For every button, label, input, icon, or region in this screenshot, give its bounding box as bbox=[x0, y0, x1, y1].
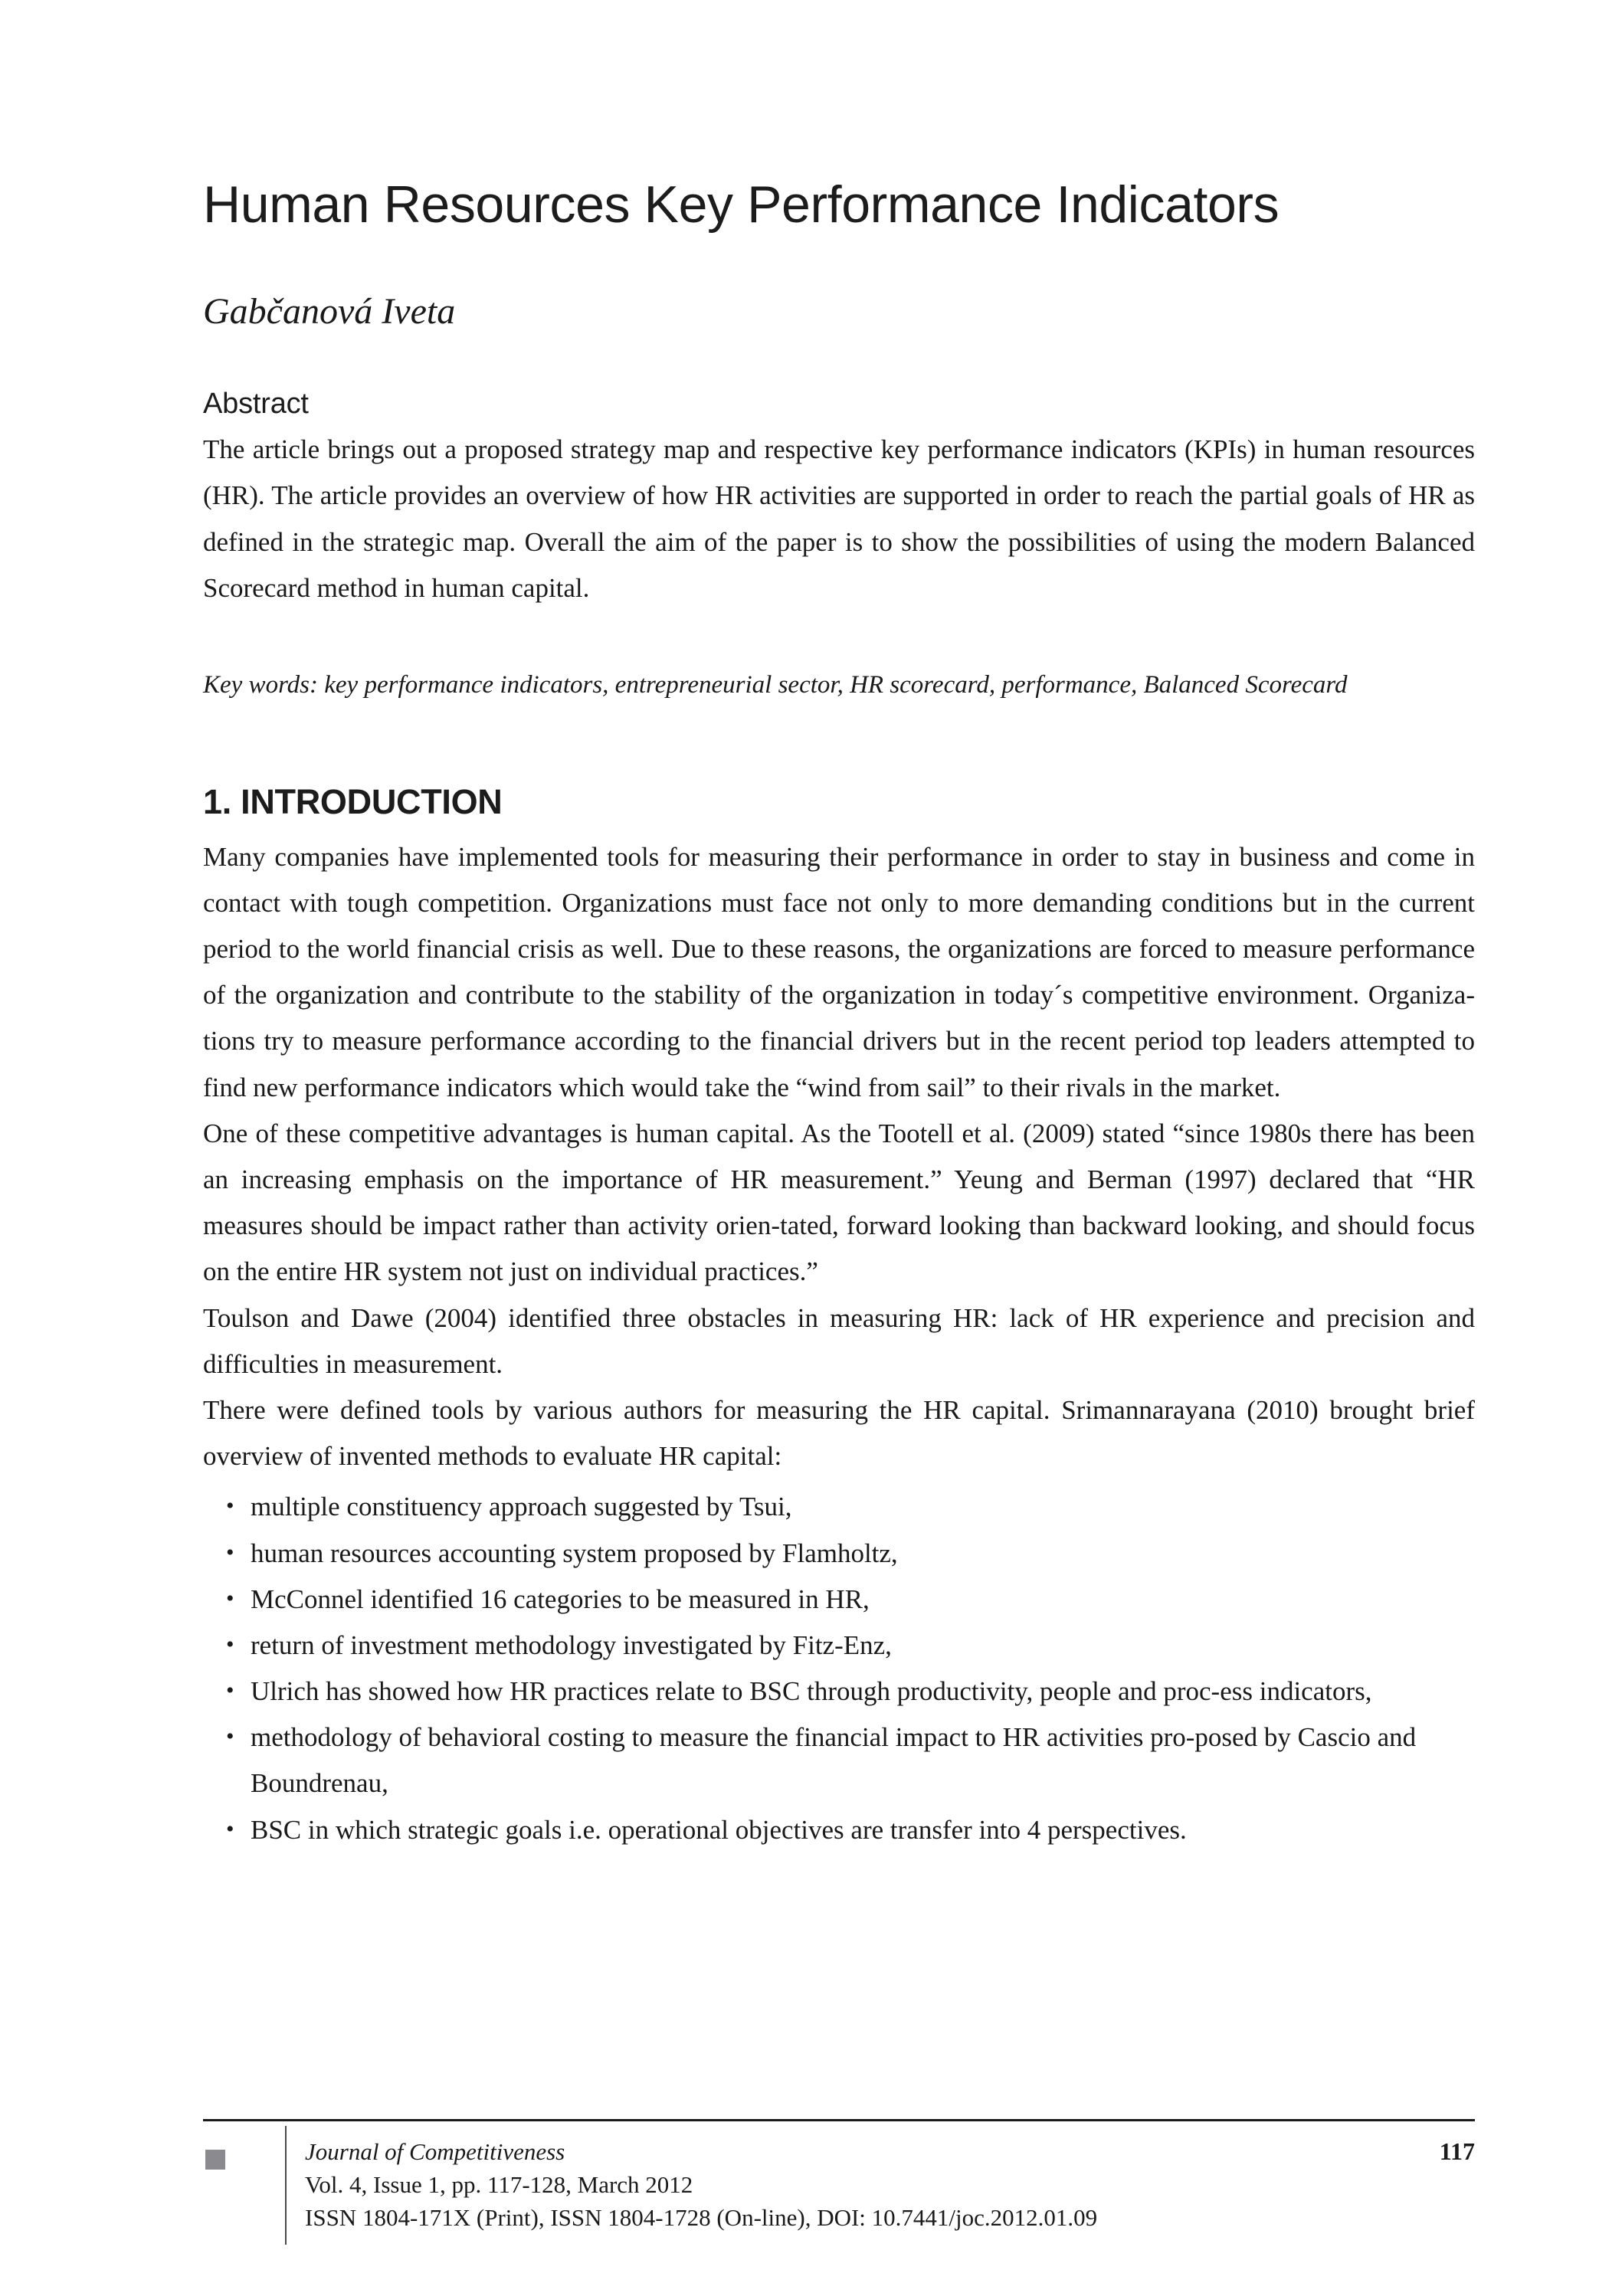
intro-paragraph-4: There were defined tools by various authors for measuring the HR capital. Srimannarayana (2010) brought brief overview of invented methods to evaluate HR capital: bbox=[203, 1394, 1475, 1472]
journal-marker-icon bbox=[205, 2150, 225, 2170]
section-heading-introduction: 1. INTRODUCTION bbox=[203, 781, 503, 821]
list-item bbox=[203, 1577, 1475, 1623]
intro-paragraph-1: Many companies have implemented tools for measuring their performance in order to stay in business and come in contact with tough competition. Organizations must face not only to more demanding conditions but in the current period to the world financial crisis as well. Due to these reasons, the organizations are forced to measure performance of the organization and contribute to the stability of the organization in today´s competitive environment. Organiza-tions try to measure performance according to the financial drivers but in the recent period top leaders attempted to find new performance indicators which would take the “wind from sail” to their rivals in the market. bbox=[203, 841, 1475, 1102]
footer-vertical-rule bbox=[285, 2126, 287, 2245]
list-item-text: return of investment methodology investigated by Fitz-Enz, bbox=[251, 1629, 892, 1660]
footer-volume-line: Vol. 4, Issue 1, pp. 117-128, March 2012 bbox=[305, 2170, 693, 2198]
list-item-text: multiple constituency approach suggested by Tsui, bbox=[251, 1492, 792, 1522]
list-item bbox=[203, 1623, 1475, 1669]
bullet-icon: • bbox=[226, 1539, 234, 1565]
bullet-icon: • bbox=[226, 1678, 234, 1704]
bullet-icon: • bbox=[226, 1493, 234, 1519]
bullet-icon: • bbox=[226, 1724, 234, 1750]
intro-paragraph-2: One of these competitive advantages is human capital. As the Tootell et al. (2009) stated “since 1980s there has been an increasing emphasis on the importance of HR measurement.” Yeung and Berman (1997) declared that “HR measures should be impact rather than activity orien-tated, forward looking than backward looking, and should focus on the entire HR system not just on individual practices.” bbox=[203, 1118, 1475, 1287]
list-item bbox=[203, 1484, 1475, 1530]
abstract-text: The article brings out a proposed strategy map and respective key performance indicators (KPIs) in human resources (HR). The article provides an overview of how HR activities are supported in order to reach the partial goals of HR as defined in the strategic map. Overall the aim of the paper is to show the possibilities of using the modern Balanced Scorecard method in human capital. bbox=[203, 434, 1475, 603]
list-item-text: methodology of behavioral costing to measure the financial impact to HR activities pro-posed by Cascio and Boundrenau, bbox=[251, 1722, 1417, 1799]
page-title: Human Resources Key Performance Indicators bbox=[203, 175, 1280, 234]
list-item bbox=[203, 1669, 1475, 1715]
list-item-text: human resources accounting system proposed by Flamholtz, bbox=[251, 1538, 898, 1568]
author-name: Gabčanová Iveta bbox=[203, 291, 456, 332]
footer-divider-rule bbox=[203, 2119, 1475, 2121]
bullet-icon: • bbox=[226, 1631, 234, 1657]
list-item bbox=[203, 1715, 1475, 1806]
keywords-line: Key words: key performance indicators, entrepreneurial sector, HR scorecard, performance, Balanced Scorecard bbox=[203, 670, 1348, 699]
list-item-text: Ulrich has showed how HR practices relate to BSC through productivity, people and proc-ess indicators, bbox=[251, 1676, 1372, 1707]
abstract-heading: Abstract bbox=[203, 388, 309, 421]
footer-journal-name: Journal of Competitiveness bbox=[305, 2138, 565, 2165]
page-content-column bbox=[203, 0, 1475, 1853]
footer-citation-block bbox=[305, 2136, 1301, 2234]
bullet-icon: • bbox=[226, 1816, 234, 1842]
page-number: 117 bbox=[1439, 2137, 1475, 2165]
list-item-text: McConnel identified 16 categories to be measured in HR, bbox=[251, 1584, 870, 1614]
list-item-text: BSC in which strategic goals i.e. operational objectives are transfer into 4 perspectives. bbox=[251, 1814, 1187, 1845]
intro-paragraph-3: Toulson and Dawe (2004) identified three obstacles in measuring HR: lack of HR experience and precision and difficulties in measurement. bbox=[203, 1302, 1475, 1379]
methods-bullet-list bbox=[203, 1479, 1475, 1853]
footer-issn-doi-line: ISSN 1804-171X (Print), ISSN 1804-1728 (On-line), DOI: 10.7441/joc.2012.01.09 bbox=[305, 2203, 1098, 2231]
list-item bbox=[203, 1807, 1475, 1853]
list-item bbox=[203, 1531, 1475, 1577]
bullet-icon: • bbox=[226, 1585, 234, 1611]
